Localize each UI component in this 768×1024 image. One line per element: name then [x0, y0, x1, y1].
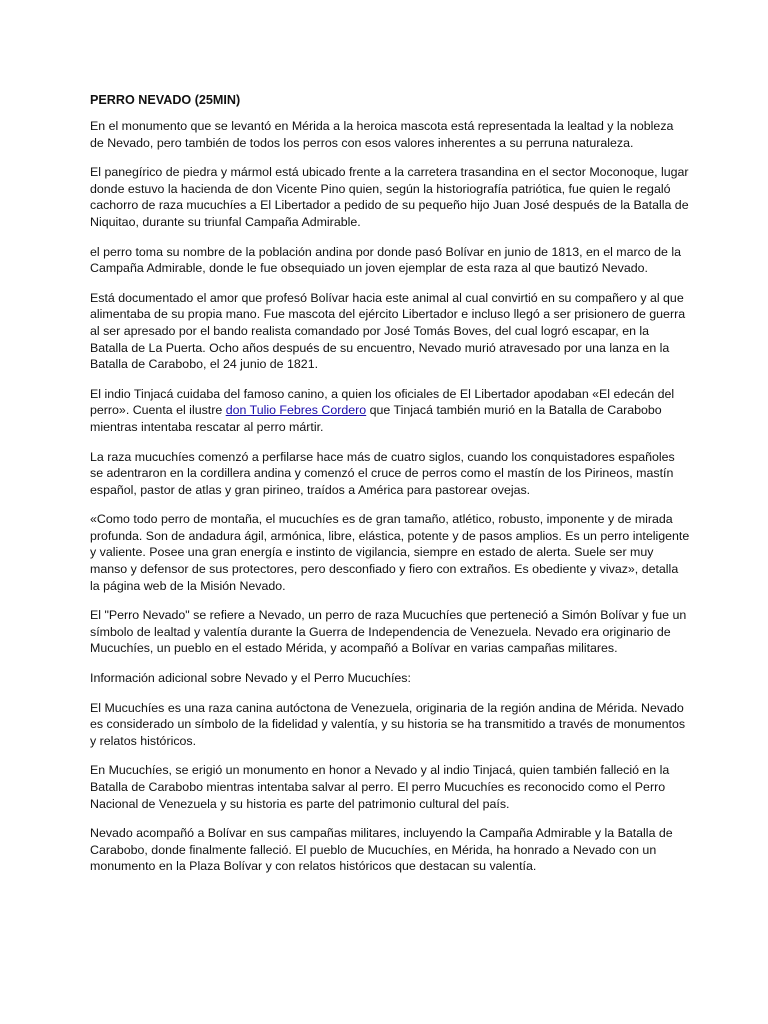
paragraph-tinjaca-after: que Tinjacá también murió en la Batalla de Carabobo mientras intentaba rescatar al perro mártir. [90, 403, 662, 434]
paragraph-amor-bolivar: Está documentado el amor que profesó Bolívar hacia este animal al cual convirtió en su compañero y al que alimentaba de su propia mano. Fue mascota del ejército Libertador e incluso llegó a ser prisionero de guerra al ser apresado por el bando realista comandado por José Tomás Boves, del cual logró escapar, en la Batalla de La Puerta. Ocho años después de su encuentro, Nevado murió atravesado por una lanza en la Batalla de Carabobo, el 24 junio de 1821. [90, 290, 686, 372]
paragraph-perro-montana: «Como todo perro de montaña, el mucuchíes es de gran tamaño, atlético, robusto, imponente y de mirada profunda. Son de andadura ágil, armónica, libre, elástica, potente y de pasos amplios. Es un perro inteligente y valiente. Posee una gran energía e instinto de vigilancia, siempre en estado de alerta. Suele ser muy manso y defensor de sus protectores, pero desconfiado y fiero con extraños. Es obediente y vivaz», detalla la página web de la Misión Nevado. [90, 512, 690, 593]
document-title: PERRO NEVADO (25MIN) [90, 93, 241, 107]
link-tulio-febres-cordero[interactable]: don Tulio Febres Cordero [225, 403, 367, 418]
paragraph-nombre: el perro toma su nombre de la población andina por donde pasó Bolívar en junio de 1813, en el marco de la Campaña Admirable, donde le fue obsequiado un joven ejemplar de esta raza al que bautizó Nevado. [90, 244, 682, 276]
paragraph-monumento: En el monumento que se levantó en Mérida a la heroica mascota está representada la lealtad y la nobleza de Nevado, pero también de todos los perros con esos valores inherentes a su perruna naturaleza. [90, 119, 674, 150]
paragraph-panegirico: El panegírico de piedra y mármol está ubicado frente a la carretera trasandina en el sector Moconoque, lugar donde estuvo la hacienda de don Vicente Pino quien, según la historiografía patriótica, fue quien le regaló cachorro de raza mucuchíes a El Libertador a pedido de su pequeño hijo Juan José después de la Batalla de Niquitao, durante su triunfal Campaña Admirable. [90, 165, 689, 229]
paragraph-perro-nevado: El "Perro Nevado" se refiere a Nevado, un perro de raza Mucuchíes que perteneció a Simón Bolívar y fue un símbolo de lealtad y valentía durante la Guerra de Independencia de Venezuela. Nevado era originario de Mucuchíes, un pueblo en el estado Mérida, y acompañó a Bolívar en varias campañas militares. [90, 608, 687, 656]
paragraph-tinjaca [90, 386, 690, 436]
paragraph-monumento-mucuchies: En Mucuchíes, se erigió un monumento en honor a Nevado y al indio Tinjacá, quien también falleció en la Batalla de Carabobo mientras intentaba salvar al perro. El perro Mucuchíes es reconocido como el Perro Nacional de Venezuela y su historia es parte del patrimonio cultural del país. [90, 763, 670, 811]
paragraph-raza-origen: La raza mucuchíes comenzó a perfilarse hace más de cuatro siglos, cuando los conquistadores españoles se adentraron en la cordillera andina y comenzó el cruce de perros como el mastín de los Pirineos, mastín español, pastor de atlas y gran pirineo, traídos a América para pastorear ovejas. [90, 449, 675, 497]
paragraph-campanas: Nevado acompañó a Bolívar en sus campañas militares, incluyendo la Campaña Admirable y la Batalla de Carabobo, donde finalmente falleció. El pueblo de Mucuchíes, en Mérida, ha honrado a Nevado con un monumento en la Plaza Bolívar y con relatos históricos que destacan su valentía. [90, 826, 673, 874]
paragraph-informacion-adicional: Información adicional sobre Nevado y el Perro Mucuchíes: [90, 671, 411, 686]
paragraph-raza-autoctona: El Mucuchíes es una raza canina autóctona de Venezuela, originaria de la región andina de Mérida. Nevado es considerado un símbolo de la fidelidad y valentía, y su historia se ha transmitido a través de monumentos y relatos históricos. [90, 700, 686, 748]
paragraph-tinjaca-before: El indio Tinjacá cuidaba del famoso canino, a quien los oficiales de El Libertador apodaban «El edecán del perro». Cuenta el ilustre [90, 386, 675, 418]
document-body [90, 92, 690, 888]
